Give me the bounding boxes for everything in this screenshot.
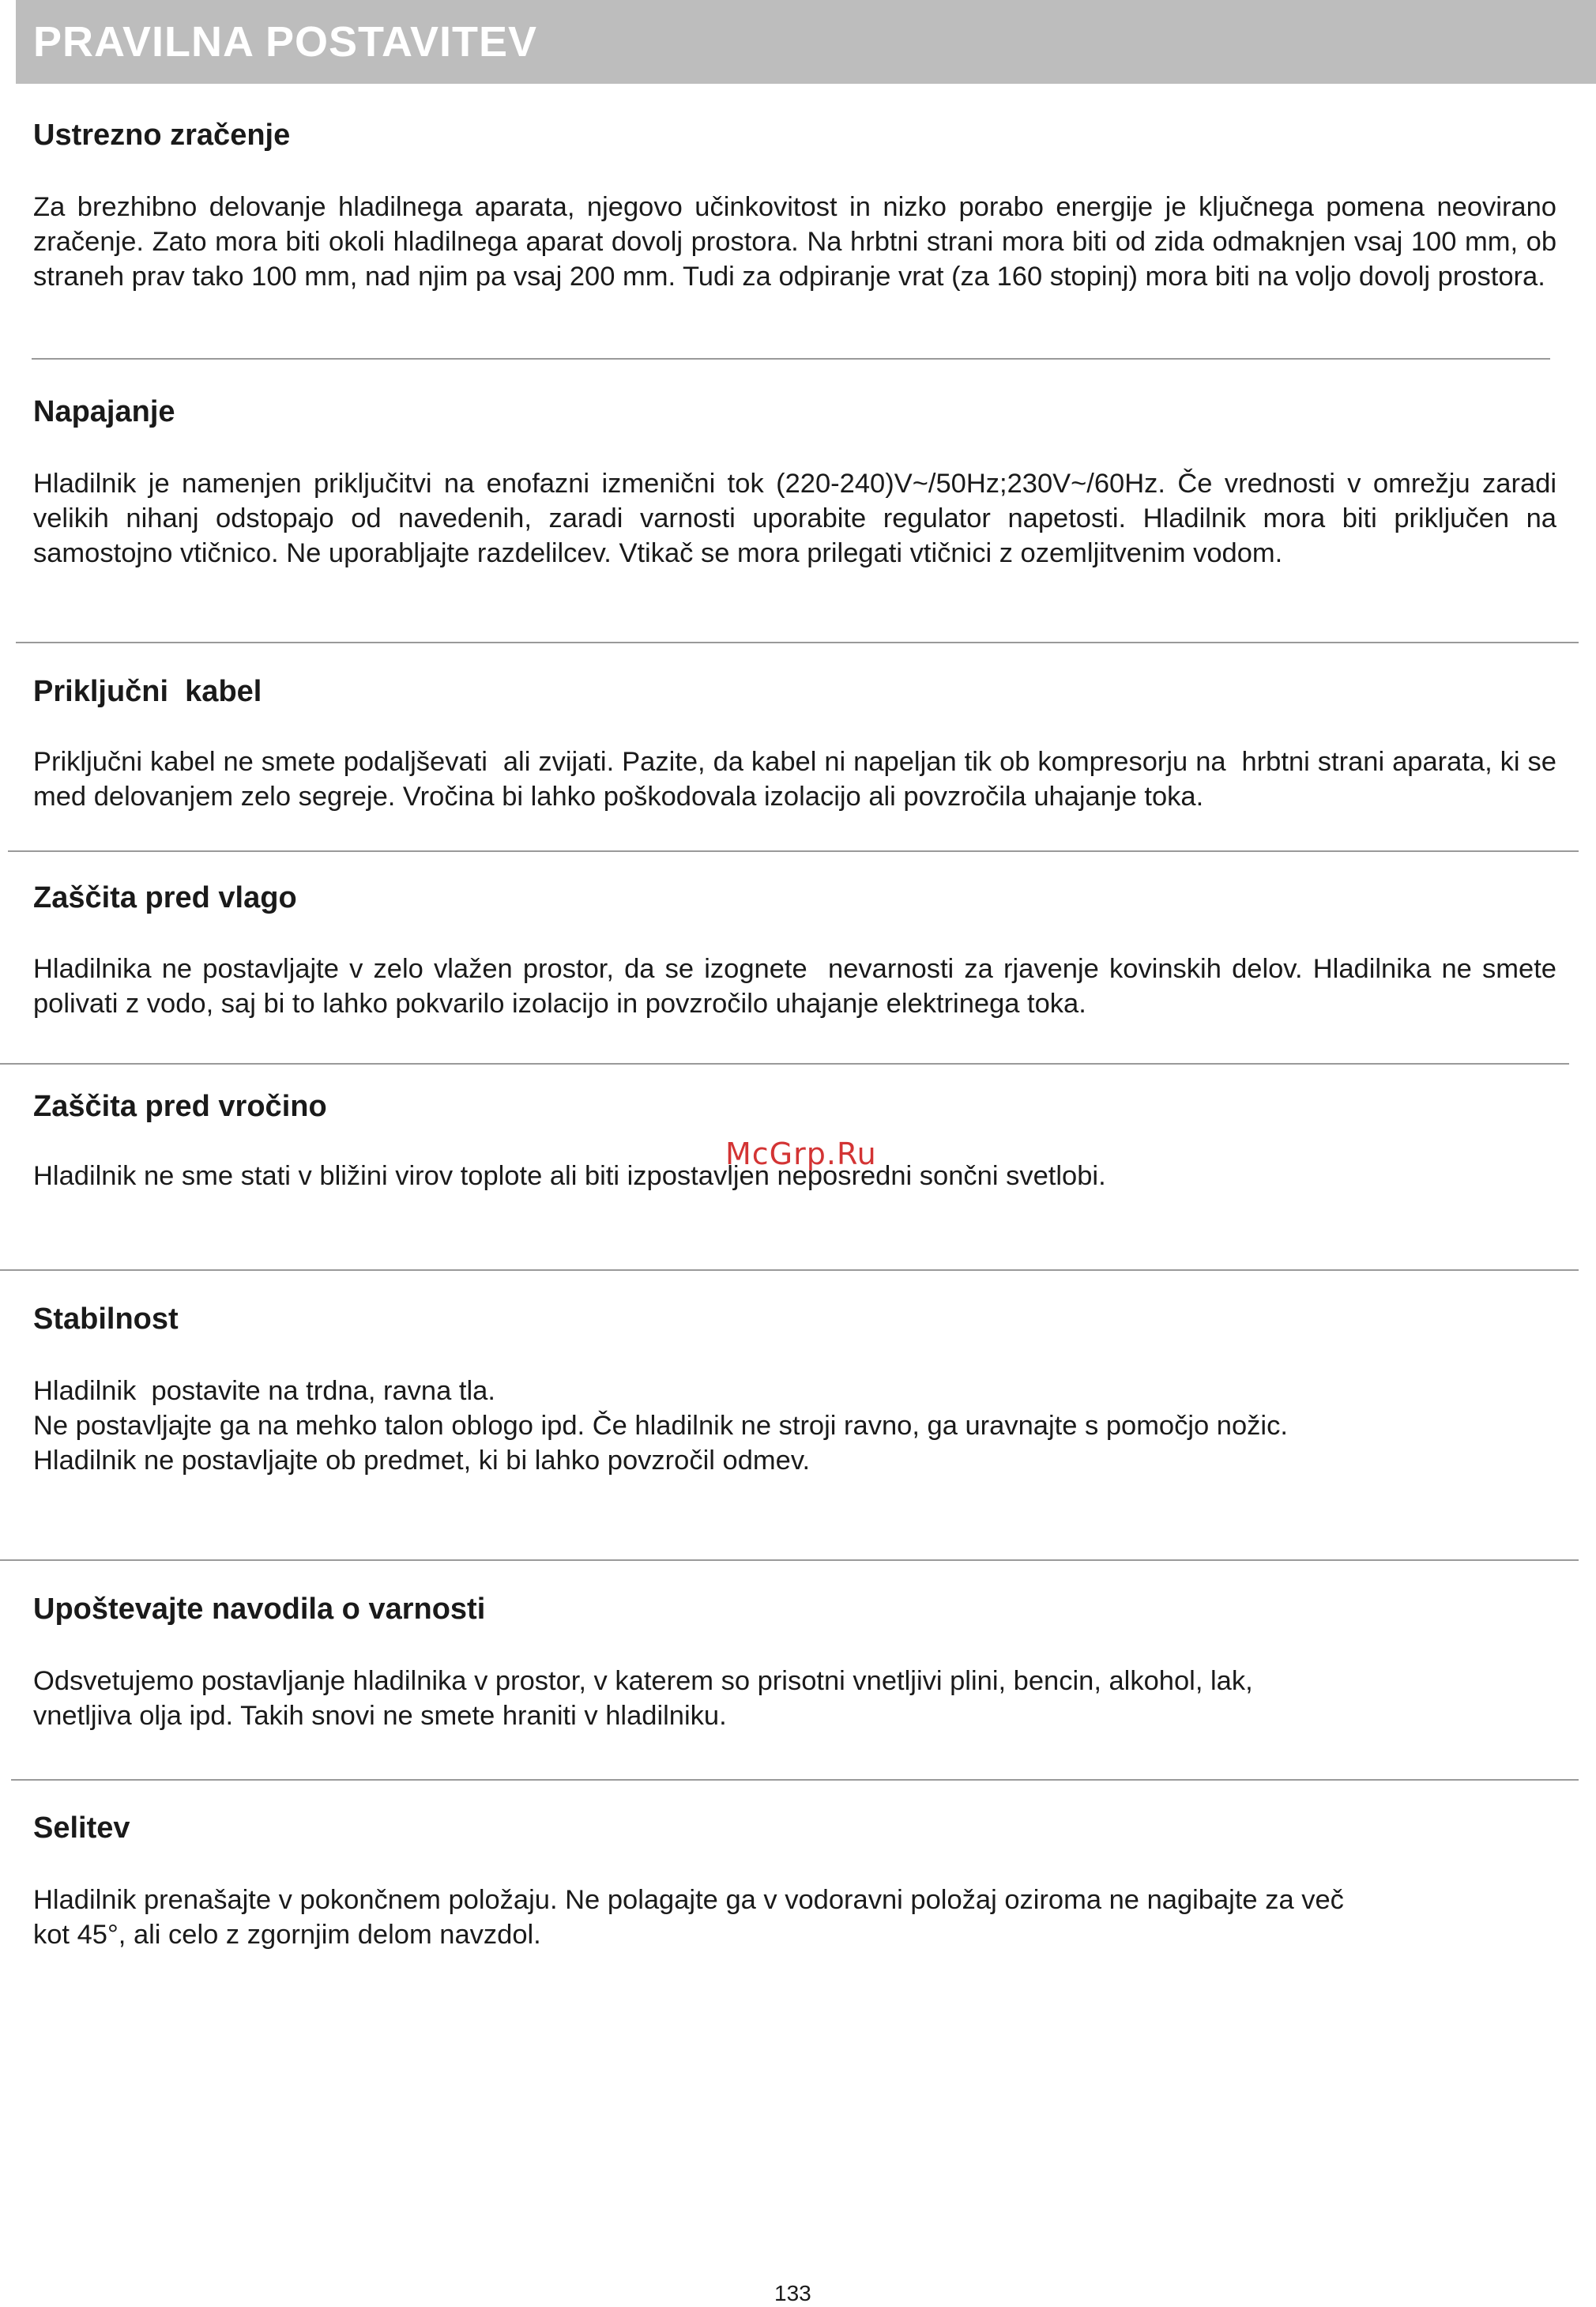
section-divider xyxy=(16,642,1579,643)
section-divider xyxy=(32,358,1550,360)
section-heading-stability: Stabilnost xyxy=(33,1302,179,1336)
section-divider xyxy=(8,850,1579,852)
stability-line: Hladilnik ne postavljajte ob predmet, ki bi lahko povzročil odmev. xyxy=(33,1446,811,1476)
page-header-bar xyxy=(16,0,1596,84)
section-heading-safety-instructions: Upoštevajte navodila o varnosti xyxy=(33,1593,486,1626)
page-title: PRAVILNA POSTAVITEV xyxy=(33,18,538,66)
safety-line: Odsvetujemo postavljanje hladilnika v prostor, v katerem so prisotni vnetljivi plini, bencin, alkohol, lak, xyxy=(33,1666,1253,1696)
section-heading-moisture-protection: Zaščita pred vlago xyxy=(33,881,297,914)
section-divider xyxy=(0,1063,1569,1065)
section-heading-ventilation: Ustrezno zračenje xyxy=(33,119,291,152)
section-divider xyxy=(0,1269,1579,1271)
page-number: 133 xyxy=(774,2281,811,2305)
section-body-power-cable: Priključni kabel ne smete podaljševati ali zvijati. Pazite, da kabel ni napeljan tik ob kompresorju na hrbtni strani aparata, ki se med delovanjem zelo segreje. Vročina bi lahko poškodovala izolacijo ali povzročila uhajanje toka. xyxy=(33,747,1564,812)
section-heading-power-cable: Priključni kabel xyxy=(33,675,262,708)
section-body-moisture-protection: Hladilnika ne postavljajte v zelo vlažen prostor, da se izognete nevarnosti za rjavenje kovinskih delov. Hladilnika ne smete polivati z vodo, saj bi to lahko pokvarilo izolacijo in povzročilo uhajanje elektrinega toka. xyxy=(33,954,1564,1019)
section-body-stability xyxy=(33,1374,1556,1478)
section-heading-heat-protection: Zaščita pred vročino xyxy=(33,1090,327,1123)
stability-line: Ne postavljajte ga na mehko talon oblogo ipd. Če hladilnik ne stroji ravno, ga uravnajte s pomočjo nožic. xyxy=(33,1411,1288,1441)
moving-line: Hladilnik prenašajte v pokončnem položaju. Ne polagajte ga v vodoravni položaj oziroma ne nagibajte za več xyxy=(33,1885,1344,1915)
section-divider xyxy=(0,1559,1579,1561)
safety-line: vnetljiva olja ipd. Takih snovi ne smete hraniti v hladilniku. xyxy=(33,1701,727,1731)
section-heading-power-supply: Napajanje xyxy=(33,395,175,428)
section-body-heat-protection: Hladilnik ne sme stati v bližini virov toplote ali biti izpostavljen neposredni sončni svetlobi. xyxy=(33,1161,1106,1191)
section-body-moving xyxy=(33,1883,1556,1952)
stability-line: Hladilnik postavite na trdna, ravna tla. xyxy=(33,1376,495,1406)
moving-line: kot 45°, ali celo z zgornjim delom navzdol. xyxy=(33,1920,541,1950)
section-heading-moving: Selitev xyxy=(33,1811,130,1845)
section-divider xyxy=(11,1779,1579,1781)
section-body-ventilation: Za brezhibno delovanje hladilnega aparata, njegovo učinkovitost in nizko porabo energije je ključnega pomena neovirano zračenje. Zato mora biti okoli hladilnega aparat dovolj prostora. Na hrbtni strani mora biti od zida odmaknjen vsaj 100 mm, ob straneh prav tako 100 mm, nad njim pa vsaj 200 mm. Tudi za odpiranje vrat (za 160 stopinj) mora biti na voljo dovolj prostora. xyxy=(33,192,1556,292)
section-body-power-supply: Hladilnik je namenjen priključitvi na enofazni izmenični tok (220-240)V~/50Hz;230V~/60Hz. Če vrednosti v omrežju zaradi velikih nihanj odstopajo od navedenih, zaradi varnosti uporabite regulator napetosti. Hladilnik mora biti priključen na samostojno vtičnico. Ne uporabljajte razdelilcev. Vtikač se mora prilegati vtičnici z ozemljitvenim vodom. xyxy=(33,469,1556,568)
watermark: McGrp.Ru xyxy=(725,1137,877,1171)
section-body-safety-instructions xyxy=(33,1664,1556,1733)
